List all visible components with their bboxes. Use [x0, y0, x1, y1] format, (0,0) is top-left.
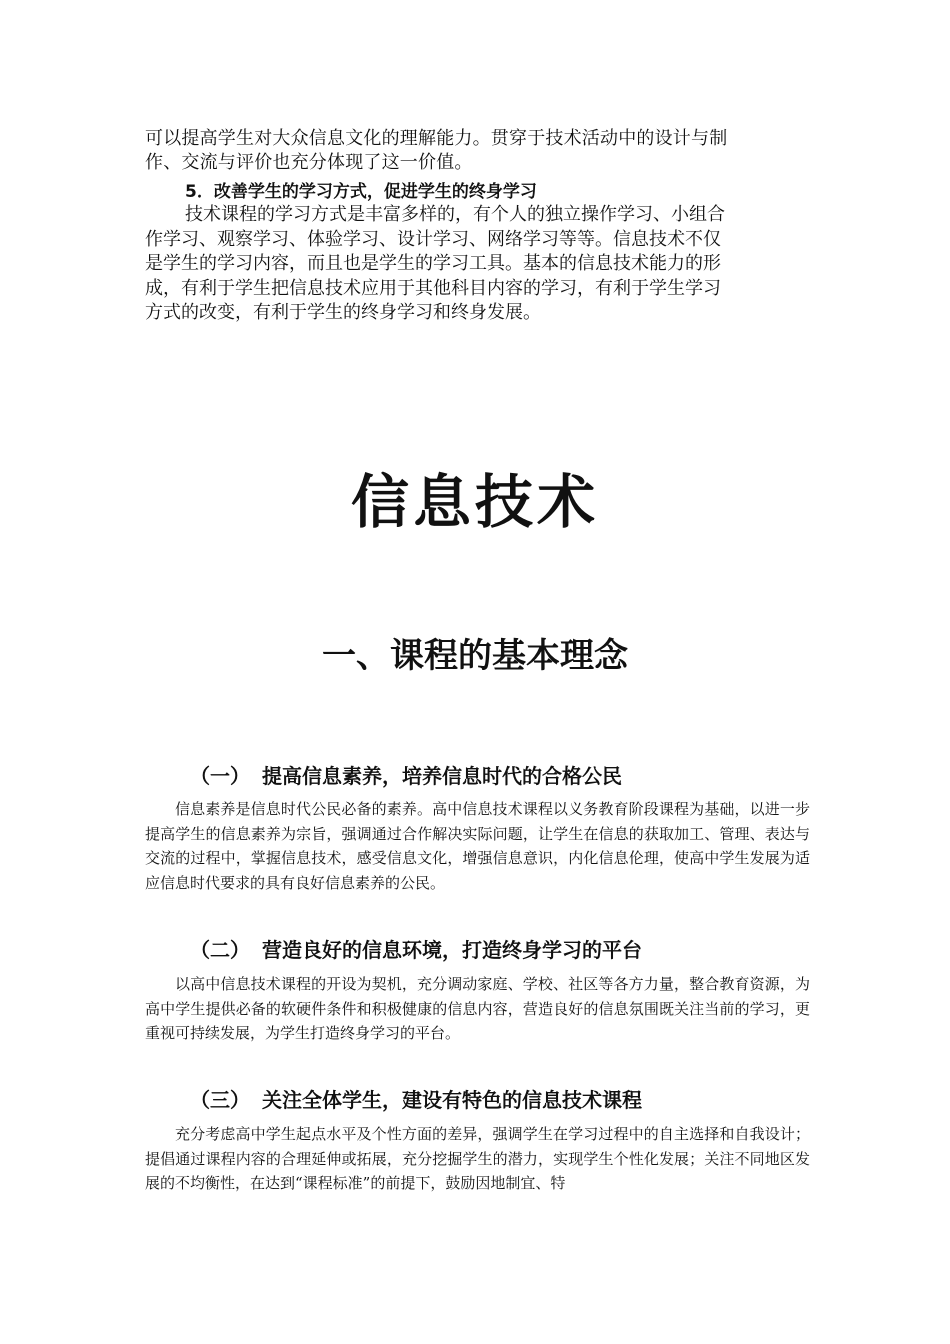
- section-1-heading-text: 提高信息素养，培养信息时代的合格公民: [262, 764, 622, 788]
- section-3-heading-text: 关注全体学生，建设有特色的信息技术课程: [262, 1088, 642, 1112]
- section-2-body: 以高中信息技术课程的开设为契机，充分调动家庭、学校、社区等各方力量，整合教育资源，为高中学生提供必备的软硬件条件和积极健康的信息内容，营造良好的信息氛围既关注当前的学习，更重视可持续发展，为学生打造终身学习的平台。: [145, 975, 810, 1043]
- section-3-body: 充分考虑高中学生起点水平及个性方面的差异，强调学生在学习过程中的自主选择和自我设计；提倡通过课程内容的合理延伸或拓展，充分挖掘学生的潜力，实现学生个性化发展；关注不同地区发展的不均衡性，在达到“课程标准”的前提下，鼓励因地制宜、特: [145, 1125, 810, 1193]
- section-3-number: （三）: [190, 1088, 250, 1112]
- continued-paragraph: 可以提高学生对大众信息文化的理解能力。贯穿于技术活动中的设计与制作、交流与评价也充分体现了这一价值。: [145, 128, 728, 173]
- section-2-number: （二）: [190, 938, 250, 962]
- section-title: 一、课程的基本理念: [322, 636, 628, 676]
- section-2-heading-text: 营造良好的信息环境，打造终身学习的平台: [262, 938, 642, 962]
- subheading-5: 5．改善学生的学习方式，促进学生的终身学习: [185, 182, 537, 202]
- learning-style-paragraph: 技术课程的学习方式是丰富多样的，有个人的独立操作学习、小组合作学习、观察学习、体验学习、设计学习、网络学习等等。信息技术不仅是学生的学习内容，而且也是学生的学习工具。基本的信息技术能力的形成，有利于学生把信息技术应用于其他科目内容的学习，有利于学生学习方式的改变，有利于学生的终身学习和终身发展。: [145, 204, 725, 323]
- section-1-heading: [190, 760, 622, 789]
- section-1-number: （一）: [190, 764, 250, 788]
- section-1-body: 信息素养是信息时代公民必备的素养。高中信息技术课程以义务教育阶段课程为基础，以进一步提高学生的信息素养为宗旨，强调通过合作解决实际问题，让学生在信息的获取加工、管理、表达与交流的过程中，掌握信息技术，感受信息文化，增强信息意识，内化信息伦理，使高中学生发展为适应信息时代要求的具有良好信息素养的公民。: [145, 800, 810, 892]
- main-title: 信息技术: [350, 468, 599, 536]
- section-3-heading: [190, 1084, 642, 1113]
- section-2-heading: [190, 934, 642, 963]
